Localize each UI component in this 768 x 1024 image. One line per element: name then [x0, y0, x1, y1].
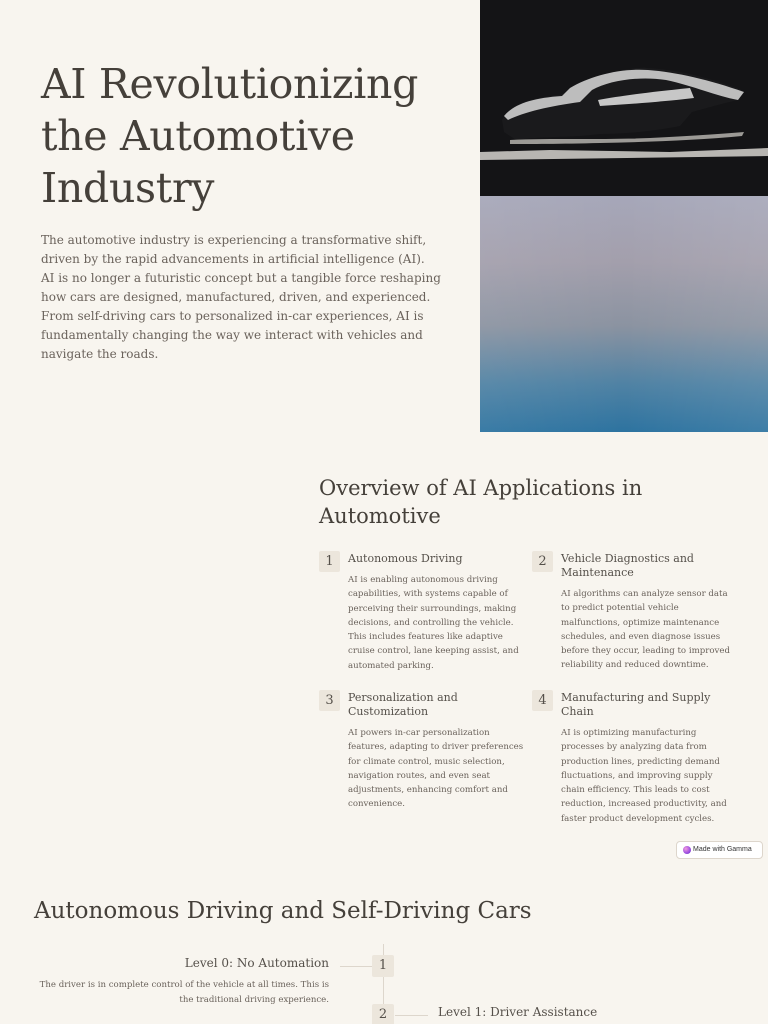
- badge-label: Made with Gamma: [693, 846, 752, 853]
- card-number-badge: 1: [319, 551, 340, 572]
- timeline-step-text: The driver is in complete control of the vehicle at all times. This is the traditional driving experience.: [39, 980, 329, 1005]
- card-text: AI is optimizing manufacturing processes by analyzing data from production lines, predicting demand fluctuations, and improving supply chain efficiency. This leads to cost reduction, increased productivity, and faster product development cycles.: [561, 728, 727, 824]
- card-title: Manufacturing and Supply Chain: [561, 691, 711, 718]
- card-number-badge: 3: [319, 690, 340, 711]
- made-with-gamma-badge[interactable]: [676, 841, 763, 859]
- card-title: Autonomous Driving: [348, 552, 463, 565]
- timeline-step-number: 1: [372, 955, 394, 977]
- hero-car-image: [480, 0, 768, 432]
- overview-title: Overview of AI Applications in Automotive: [319, 476, 643, 528]
- card-title: Personalization and Customization: [348, 691, 458, 718]
- timeline-connector: [340, 966, 372, 967]
- hero-section: [0, 0, 768, 432]
- timeline-step-number: 2: [372, 1004, 394, 1024]
- hero-title: AI Revolutionizing the Automotive Industry: [41, 60, 419, 212]
- card-text: AI algorithms can analyze sensor data to predict potential vehicle malfunctions, optimize maintenance schedules, and even diagnose issues before they occur, leading to improved reliability and reduced downtime.: [561, 589, 730, 671]
- gamma-logo-icon: [683, 846, 691, 854]
- card-text: AI is enabling autonomous driving capabilities, with systems capable of perceiving their surroundings, making decisions, and controlling the vehicle. This includes features like adaptive cruise control, lane keeping assist, and automated parking.: [348, 575, 519, 671]
- card-number-badge: 4: [532, 690, 553, 711]
- card-title: Vehicle Diagnostics and Maintenance: [561, 552, 694, 579]
- timeline-step-title: Level 1: Driver Assistance: [438, 1005, 598, 1019]
- autonomous-section-title: Autonomous Driving and Self-Driving Cars: [34, 898, 532, 924]
- timeline-step-title: Level 0: No Automation: [184, 956, 329, 970]
- timeline-connector: [395, 1015, 428, 1016]
- hero-description: The automotive industry is experiencing a transformative shift, driven by the rapid advancements in artificial intelligence (AI). AI is no longer a futuristic concept but a tangible force reshaping how cars are designed, manufactured, driven, and experienced. From self-driving cars to personalized in-car experiences, AI is fundamentally changing the way we interact with vehicles and navigate the roads.: [41, 233, 441, 361]
- card-number-badge: 2: [532, 551, 553, 572]
- card-text: AI powers in-car personalization features, adapting to driver preferences for climate control, music selection, navigation routes, and even seat adjustments, enhancing comfort and convenience.: [348, 728, 524, 810]
